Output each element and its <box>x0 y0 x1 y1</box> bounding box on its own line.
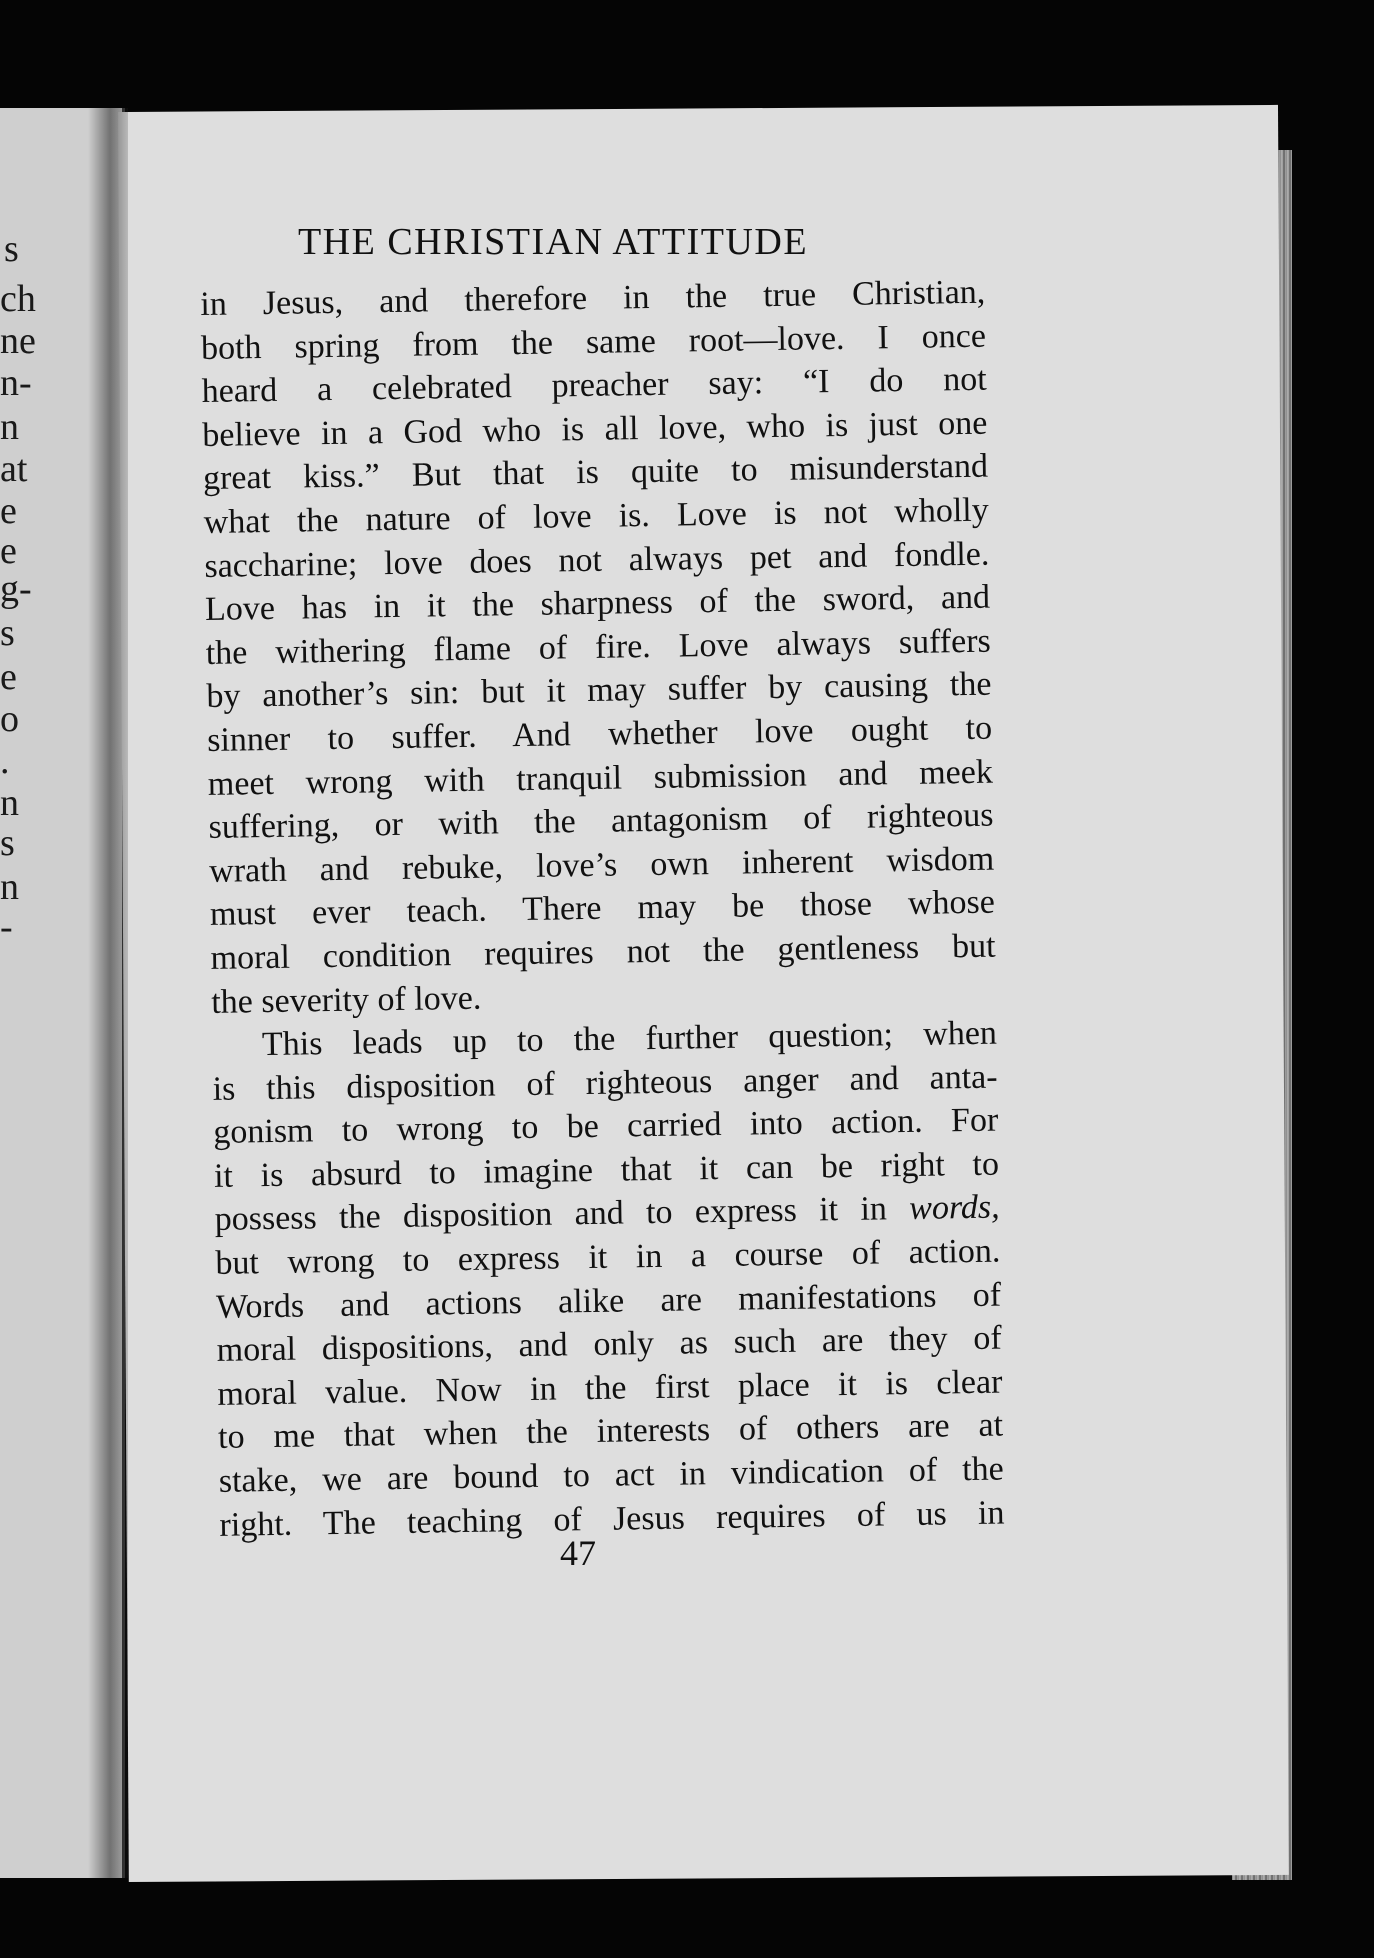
left-page-fragment: s <box>0 612 15 654</box>
text-line: to me that when the interests of others are at <box>217 1406 1004 1457</box>
text-line: it is absurd to imagine that it can be right to <box>213 1145 1000 1195</box>
left-page-fragment: - <box>0 906 13 948</box>
text-line: wrath and rebuke, love’s own inherent wisdom <box>208 840 995 890</box>
page-number: 47 <box>560 1533 596 1573</box>
body-text <box>200 271 1005 1547</box>
text-line-roman: possess the disposition and to express it in <box>214 1190 910 1239</box>
text-line: meet wrong with tranquil submission and meek <box>207 753 994 803</box>
left-page-fragment: e <box>0 656 17 698</box>
italic-word: words, <box>908 1189 1000 1228</box>
left-page-fragment: s <box>4 228 19 270</box>
text-line: moral dispositions, and only as such are they of <box>216 1319 1002 1370</box>
paragraph-start-line: This leads up to the further question; when <box>261 1014 998 1064</box>
book-gutter <box>88 108 128 1878</box>
text-line: saccharine; love does not always pet and fondle. <box>204 535 990 585</box>
text-line: what the nature of love is. Love is not wholly <box>203 491 989 541</box>
left-page-fragment: s <box>0 822 15 864</box>
text-line: stake, we are bound to act in vindication of the <box>218 1450 1005 1500</box>
text-line: the withering flame of fire. Love always suffers <box>205 622 992 672</box>
text-line: moral value. Now in the first place it is clear <box>217 1363 1003 1413</box>
text-line: believe in a God who is all love, who is just one <box>202 404 988 454</box>
text-line: must ever teach. There may be those whose <box>209 883 996 934</box>
text-line: suffering, or with the antagonism of righteous <box>208 796 994 847</box>
left-page-fragment: at <box>0 448 28 490</box>
left-page-fragment: g- <box>0 568 32 610</box>
text-line: is this disposition of righteous anger and anta- <box>212 1058 998 1108</box>
running-head: THE CHRISTIAN ATTITUDE <box>297 221 809 263</box>
text-line: the severity of love. <box>211 979 482 1021</box>
left-page-fragment: o <box>0 698 19 740</box>
left-page-fragment: n- <box>0 362 32 404</box>
left-page-fragment: n <box>0 406 19 448</box>
left-page-fragment: e <box>0 490 17 532</box>
left-page-fragment: e <box>0 530 17 572</box>
left-page-fragment: ch <box>0 278 36 320</box>
left-page-fragment: . <box>0 740 10 782</box>
text-line: moral condition requires not the gentleness but <box>210 927 996 977</box>
text-line: but wrong to express it in a course of action. <box>215 1232 1001 1282</box>
text-line: sinner to suffer. And whether love ought to <box>206 709 993 759</box>
text-line: in Jesus, and therefore in the true Christian, <box>200 273 986 323</box>
left-page-fragment: ne <box>0 320 36 362</box>
text-line: great kiss.” But that is quite to misunderstand <box>202 448 989 498</box>
text-line: right. The teaching of Jesus requires of us in <box>219 1494 1005 1544</box>
text-line: Words and actions alike are manifestations of <box>215 1276 1002 1326</box>
text-line: heard a celebrated preacher say: “I do not <box>201 360 987 411</box>
left-page-fragment: n <box>0 866 19 908</box>
text-line: Love has in it the sharpness of the sword, and <box>204 578 991 629</box>
left-page-fragment: n <box>0 782 19 824</box>
text-line: gonism to wrong to be carried into action. For <box>213 1101 999 1152</box>
text-line: both spring from the same root—love. I once <box>200 317 987 367</box>
text-line: by another’s sin: but it may suffer by causing the <box>206 665 992 716</box>
